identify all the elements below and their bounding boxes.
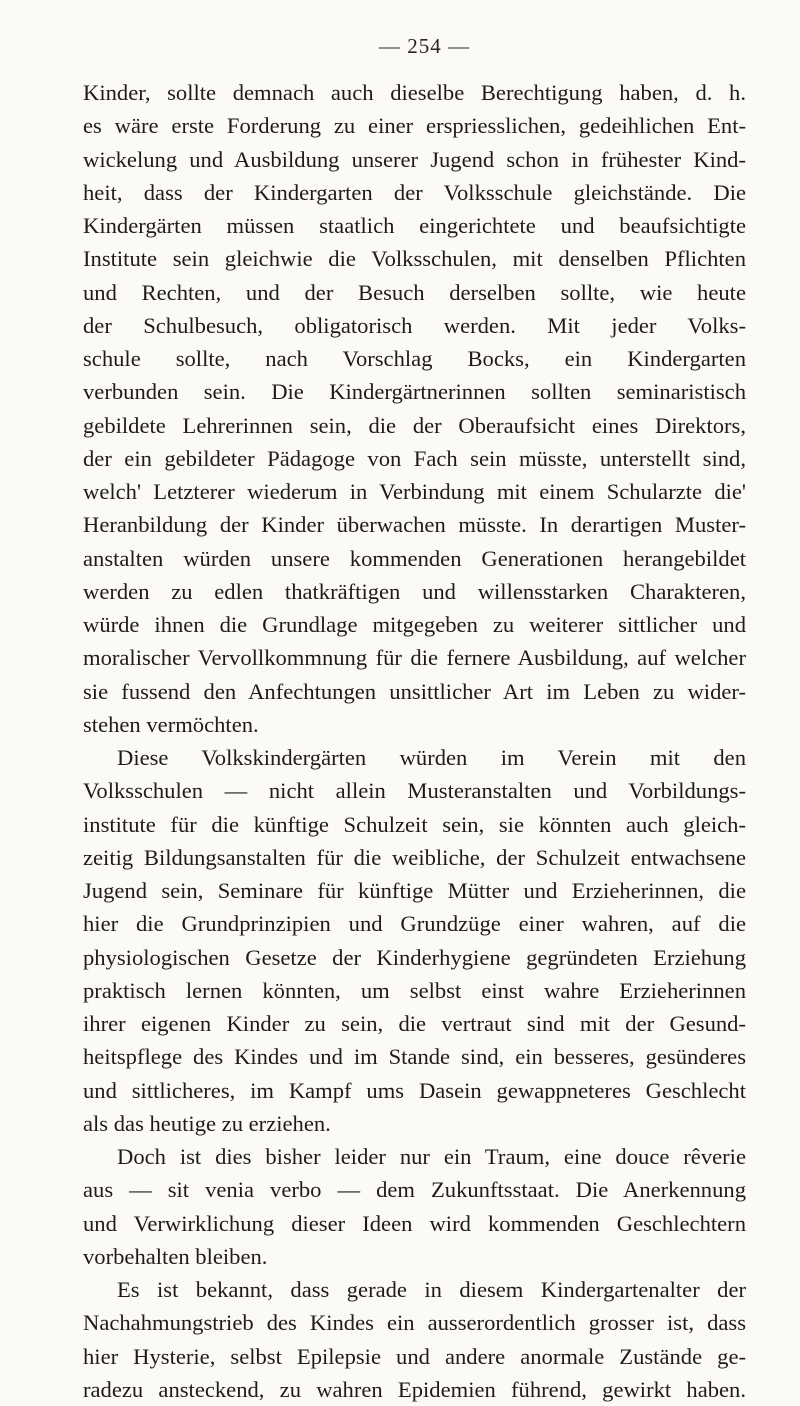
text-line: welch' Letzterer wiederum in Verbindung mit einem Schularzte die' [83,479,746,504]
text-line: als das heutige zu erziehen. [83,1110,331,1136]
text-line: stehen vermöchten. [83,711,259,737]
text-line: und Rechten, und der Besuch derselben sollte, wie heute [83,279,746,305]
text-line: Institute sein gleichwie die Volksschulen, mit denselben Pflichten [83,246,746,272]
text-line: verbunden sein. Die Kindergärtnerinnen sollten seminaristisch [83,379,746,405]
text-line: aus — sit venia verbo — dem Zukunftsstaat. Die Anerkennung [83,1177,746,1203]
text-line: werden zu edlen thatkräftigen und willensstarken Charakteren, [83,578,746,604]
text-line: hier Hysterie, selbst Epilepsie und andere anormale Zustände ge- [83,1343,746,1369]
text-line: moralischer Vervollkommnung für die fernere Ausbildung, auf welcher [83,645,746,671]
text-line: zeitig Bildungsanstalten für die weibliche, der Schulzeit entwachsene [83,844,746,870]
text-line: Volksschulen — nicht allein Musteranstalten und Vorbildungs- [83,778,746,804]
text-line: Nachahmungstrieb des Kindes ein ausserordentlich grosser ist, dass [83,1310,746,1336]
text-line: radezu ansteckend, zu wahren Epidemien führend, gewirkt haben. [83,1376,746,1402]
text-line: heit, dass der Kindergarten der Volksschule gleichstände. Die [83,179,746,205]
text-line: hier die Grundprinzipien und Grundzüge einer wahren, auf die [83,911,746,937]
text-line: heitspflege des Kindes und im Stande sind, ein besseres, gesünderes [83,1044,746,1070]
text-line: Diese Volkskindergärten würden im Verein mit den [117,745,746,770]
body-text [83,76,746,1406]
text-line: gebildete Lehrerinnen sein, die der Oberaufsicht eines Direktors, [83,412,746,438]
text-line: der Schulbesuch, obligatorisch werden. Mit jeder Volks- [83,312,746,338]
text-line: Es ist bekannt, dass gerade in diesem Kindergartenalter der [117,1277,746,1302]
text-line: wickelung und Ausbildung unserer Jugend schon in frühester Kind- [83,146,746,172]
text-line: Doch ist dies bisher leider nur ein Traum, eine douce rêverie [117,1144,746,1169]
text-line: Kinder, sollte demnach auch dieselbe Berechtigung haben, d. h. [83,80,746,105]
text-line: praktisch lernen könnten, um selbst einst wahre Erzieherinnen [83,977,746,1003]
text-line: Kindergärten müssen staatlich eingerichtete und beaufsichtigte [83,213,746,238]
text-line: sie fussend den Anfechtungen unsittlicher Art im Leben zu wider- [83,678,746,704]
text-line: physiologischen Gesetze der Kinderhygiene gegründeten Erziehung [83,944,746,970]
text-line: anstalten würden unsere kommenden Generationen herangebildet [83,545,746,571]
text-line: institute für die künftige Schulzeit sein, sie könnten auch gleich- [83,811,746,837]
text-line: vorbehalten bleiben. [83,1243,268,1269]
page-number: — 254 — [379,34,470,58]
text-line: Heranbildung der Kinder überwachen müsste. In derartigen Muster- [83,512,746,538]
text-line: und sittlicheres, im Kampf ums Dasein gewappneteres Geschlecht [83,1077,746,1103]
text-line: ihrer eigenen Kinder zu sein, die vertraut sind mit der Gesund- [83,1011,746,1036]
text-line: es wäre erste Forderung zu einer erspriesslichen, gedeihlichen Ent- [83,113,746,139]
text-line: und Verwirklichung dieser Ideen wird kommenden Geschlechtern [83,1210,746,1236]
text-line: der ein gebildeter Pädagoge von Fach sein müsste, unterstellt sind, [83,445,746,471]
text-line: schule sollte, nach Vorschlag Bocks, ein Kindergarten [83,346,746,371]
text-line: würde ihnen die Grundlage mitgegeben zu weiterer sittlicher und [83,612,746,637]
text-line: Jugend sein, Seminare für künftige Mütter und Erzieherinnen, die [83,878,746,903]
